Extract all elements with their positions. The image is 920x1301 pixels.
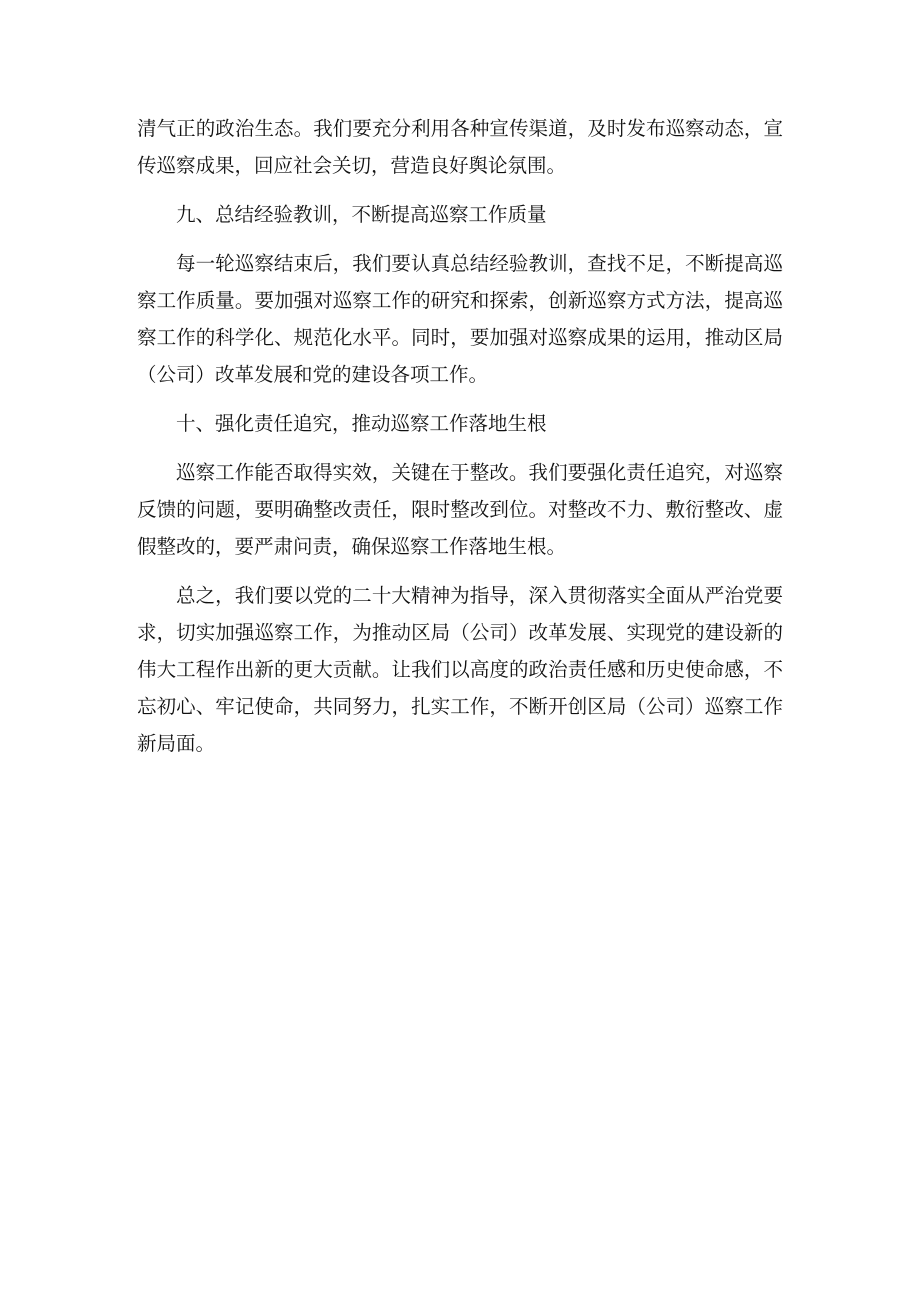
paragraph-summarize-experience: 每一轮巡察结束后，我们要认真总结经验教训，查找不足，不断提高巡察工作质量。要加强对巡察工作的研究和探索，创新巡察方式方法，提高巡察工作的科学化、规范化水平。同时，要加强对巡察成果的运用，推动区局（公司）改革发展和党的建设各项工作。	[137, 252, 783, 386]
section-heading-nine: 九、总结经验教训，不断提高巡察工作质量	[176, 203, 547, 226]
paragraph-continuation: 清气正的政治生态。我们要充分利用各种宣传渠道，及时发布巡察动态，宣传巡察成果，回应社会关切，营造良好舆论氛围。	[137, 117, 783, 177]
document-body	[137, 110, 783, 774]
paragraph-accountability: 巡察工作能否取得实效，关键在于整改。我们要强化责任追究，对巡察反馈的问题，要明确整改责任，限时整改到位。对整改不力、敷衍整改、虚假整改的，要严肃问责，确保巡察工作落地生根。	[137, 461, 783, 558]
paragraph-conclusion: 总之，我们要以党的二十大精神为指导，深入贯彻落实全面从严治党要求，切实加强巡察工作，为推动区局（公司）改革发展、实现党的建设新的伟大工程作出新的更大贡献。让我们以高度的政治责任感和历史使命感，不忘初心、牢记使命，共同努力，扎实工作，不断开创区局（公司）巡察工作新局面。	[137, 584, 783, 755]
section-heading-ten: 十、强化责任追究，推动巡察工作落地生根	[176, 412, 547, 435]
